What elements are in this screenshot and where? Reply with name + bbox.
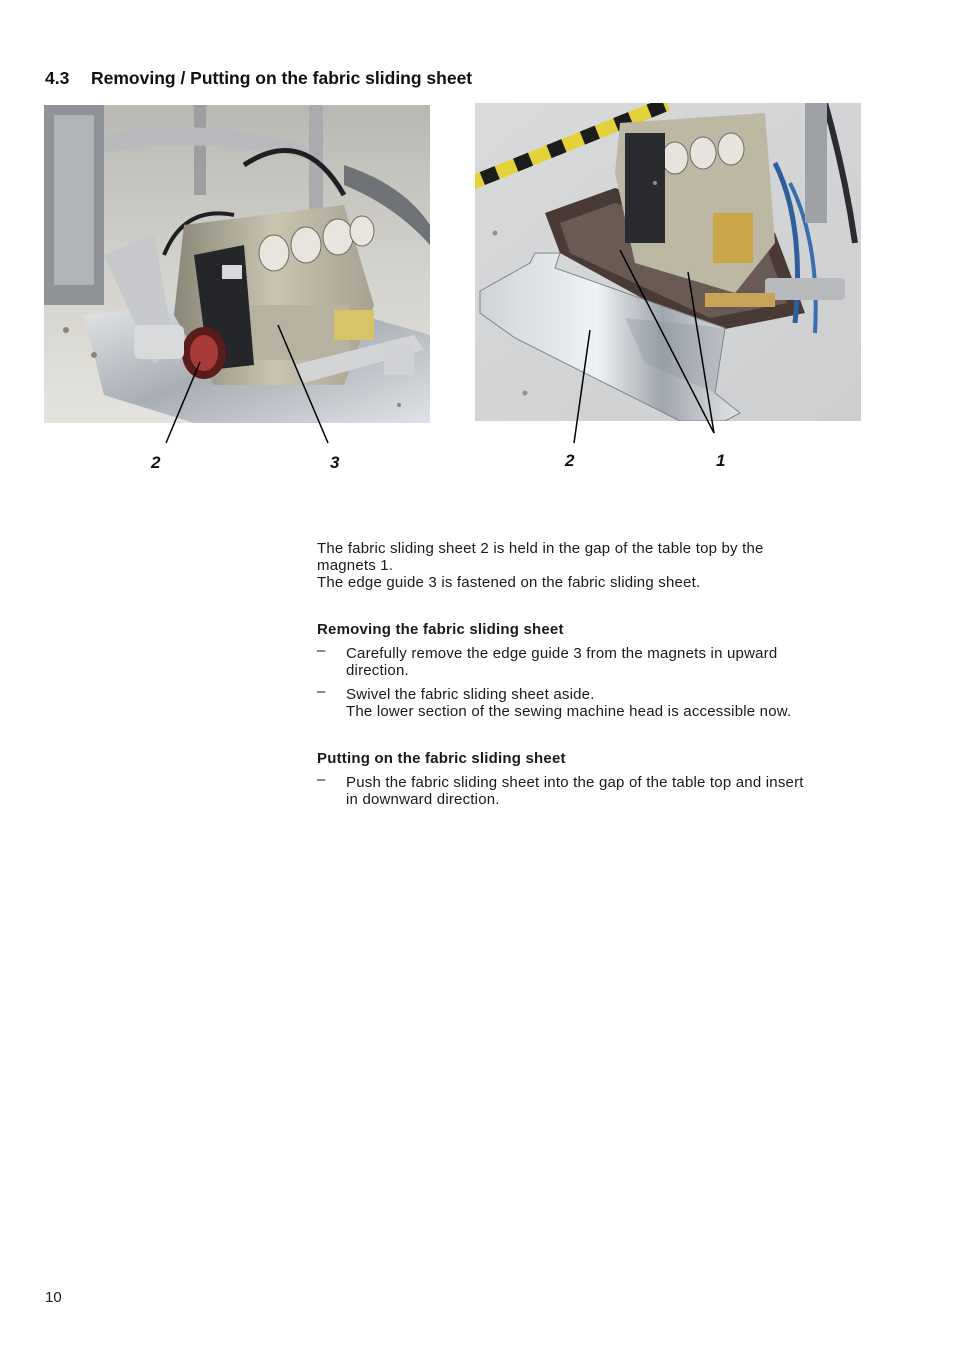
putting-step-1-line-2: in downward direction.	[346, 791, 500, 808]
putting-step-1-line-1: Push the fabric sliding sheet into the gap of the table top and insert	[346, 774, 804, 791]
callout-right-2: 2	[565, 451, 575, 470]
section-heading	[45, 68, 472, 89]
removing-step-1-line-1: Carefully remove the edge guide 3 from the magnets in upward	[346, 645, 778, 662]
bullet-dash: –	[317, 642, 326, 659]
intro-paragraph	[317, 540, 877, 591]
callout-left-3: 3	[330, 453, 340, 472]
section-number: 4.3	[45, 68, 70, 88]
removing-step-2-line-2: The lower section of the sewing machine head is accessible now.	[346, 703, 792, 720]
removing-step-1-line-2: direction.	[346, 662, 409, 679]
removing-step-2-line-1: Swivel the fabric sliding sheet aside.	[346, 686, 595, 703]
putting-heading: Putting on the fabric sliding sheet	[317, 750, 566, 767]
callout-right-1: 1	[716, 451, 726, 470]
callout-left-2: 2	[151, 453, 161, 472]
page-number: 10	[45, 1289, 62, 1306]
photo-sewing-unit-left	[44, 105, 430, 423]
bullet-dash: –	[317, 683, 326, 700]
section-title: Removing / Putting on the fabric sliding sheet	[91, 68, 473, 88]
intro-line-1: The fabric sliding sheet 2 is held in the gap of the table top by the	[317, 540, 764, 557]
intro-line-3: The edge guide 3 is fastened on the fabric sliding sheet.	[317, 574, 701, 591]
photo-fabric-sliding-sheet-right	[475, 103, 861, 421]
intro-line-2: magnets 1.	[317, 557, 394, 574]
bullet-dash: –	[317, 771, 326, 788]
removing-heading: Removing the fabric sliding sheet	[317, 621, 564, 638]
